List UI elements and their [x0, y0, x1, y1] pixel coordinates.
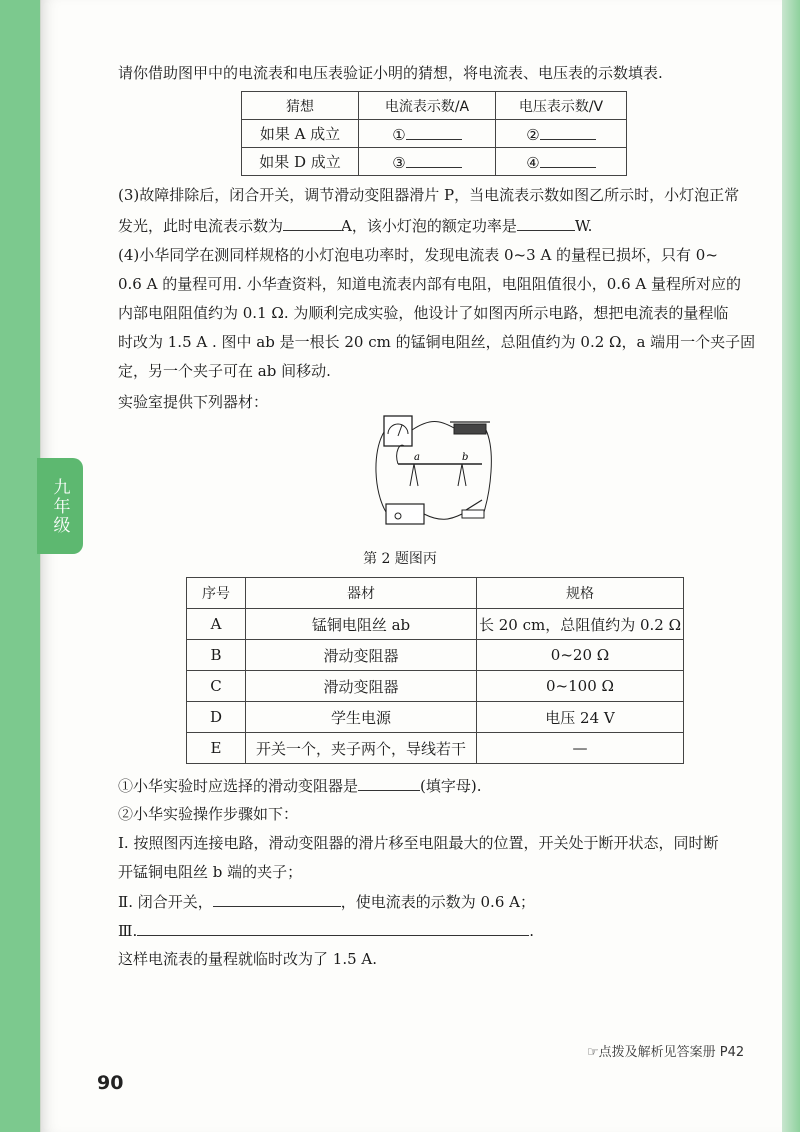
sub1-line	[118, 774, 482, 796]
table-cell: 锰铜电阻丝 ab	[246, 609, 477, 640]
wire	[412, 422, 454, 431]
answer-reference: ☞点拨及解析见答案册 P42	[587, 1045, 745, 1060]
table-cell: 如果 D 成立	[242, 148, 359, 176]
table-cell: B	[187, 640, 246, 671]
rheostat-choice-blank[interactable]	[358, 774, 420, 791]
answer-cell[interactable]	[359, 120, 496, 148]
table-cell: 如果 A 成立	[242, 120, 359, 148]
answer-cell[interactable]	[496, 148, 627, 176]
label-a: a	[414, 452, 420, 463]
power-blank[interactable]	[517, 214, 575, 231]
grade-tab[interactable]: 九年级	[37, 458, 83, 554]
table-header: 电流表示数/A	[359, 92, 496, 120]
table-row	[187, 671, 684, 702]
step2-text: Ⅱ. 闭合开关，	[118, 893, 213, 911]
answer-marker: ①	[392, 126, 406, 144]
sub1-text: (填字母).	[420, 777, 482, 795]
table-cell: 滑动变阻器	[246, 640, 477, 671]
table-cell: —	[477, 733, 684, 764]
q4-line4: 时改为 1.5 A . 图中 ab 是一根长 20 cm 的锰铜电阻丝，总阻值约为 0.2 Ω，a 端用一个夹子固	[118, 333, 756, 351]
table-header: 猜想	[242, 92, 359, 120]
step3-line	[118, 919, 534, 940]
circuit-figure	[370, 412, 500, 532]
step2-line	[118, 890, 535, 912]
intro-text: 请你借助图甲中的电流表和电压表验证小明的猜想，将电流表、电压表的示数填表.	[118, 64, 663, 82]
table-cell: 开关一个，夹子两个，导线若干	[246, 733, 477, 764]
table-cell: 长 20 cm，总阻值约为 0.2 Ω	[477, 609, 684, 640]
power-supply	[386, 504, 424, 524]
table-cell: 电压 24 V	[477, 702, 684, 733]
answer-marker: ②	[526, 126, 540, 144]
step1-line1: Ⅰ. 按照图丙连接电路，滑动变阻器的滑片移至电阻最大的位置，开关处于断开状态，同时断	[118, 834, 719, 852]
page-edge	[782, 0, 800, 1132]
q4-line1: (4)小华同学在测同样规格的小灯泡电功率时，发现电流表 0~3 A 的量程已损坏，只有 0~	[118, 246, 718, 264]
conclusion-text: 这样电流表的量程就临时改为了 1.5 A.	[118, 950, 377, 968]
wire	[397, 445, 404, 464]
q3-text: W.	[574, 217, 593, 235]
table-row	[242, 148, 627, 176]
table-header: 序号	[187, 578, 246, 609]
wire	[424, 514, 462, 519]
clip-b	[458, 464, 466, 486]
table-cell: 学生电源	[246, 702, 477, 733]
table-row	[242, 120, 627, 148]
q4-line3: 内部电阻阻值约为 0.1 Ω. 为顺利完成实验，他设计了如图丙所示电路，想把电流表的量程临	[118, 304, 729, 322]
table-cell: C	[187, 671, 246, 702]
step3-text: Ⅲ.	[118, 922, 138, 940]
rheostat	[454, 424, 486, 434]
step2-blank[interactable]	[213, 890, 341, 907]
q3-text: 发光，此时电流表示数为	[118, 217, 284, 235]
table-cell: 0~20 Ω	[477, 640, 684, 671]
wire	[484, 430, 491, 512]
q4-line5: 定，另一个夹子可在 ab 间移动.	[118, 362, 331, 380]
q4-line2: 0.6 A 的量程可用. 小华查资料，知道电流表内部有电阻，电阻阻值很小，0.6 A 量程所对应的	[118, 275, 741, 293]
q3-line1: (3)故障排除后，闭合开关，调节滑动变阻器滑片 P，当电流表示数如图乙所示时，小灯泡正常	[118, 186, 740, 204]
table-header: 规格	[477, 578, 684, 609]
table-row	[187, 609, 684, 640]
table-cell: A	[187, 609, 246, 640]
answer-cell[interactable]	[496, 120, 627, 148]
answer-marker: ③	[392, 154, 406, 172]
table-header: 器材	[246, 578, 477, 609]
current-blank[interactable]	[283, 214, 341, 231]
sub1-text: ①小华实验时应选择的滑动变阻器是	[118, 777, 359, 795]
figure-caption: 第 2 题图丙	[363, 551, 437, 567]
table-cell: 滑动变阻器	[246, 671, 477, 702]
clip-a	[410, 464, 418, 486]
table-header: 电压表示数/V	[496, 92, 627, 120]
answer-cell[interactable]	[359, 148, 496, 176]
guess-table	[241, 91, 627, 176]
table-cell: 0~100 Ω	[477, 671, 684, 702]
q3-text: A，该小灯泡的额定功率是	[341, 217, 517, 235]
step2-text: ，使电流表的示数为 0.6 A；	[340, 893, 535, 911]
sub2-line: ②小华实验操作步骤如下：	[118, 805, 299, 823]
table-row	[187, 640, 684, 671]
label-b: b	[462, 452, 469, 463]
table-row	[187, 702, 684, 733]
equipment-table	[186, 577, 684, 764]
table-header-row	[187, 578, 684, 609]
step3-blank[interactable]	[137, 919, 529, 936]
equipment-intro: 实验室提供下列器材：	[118, 393, 269, 411]
step1-line2: 开锰铜电阻丝 b 端的夹子；	[118, 863, 303, 881]
answer-marker: ④	[526, 154, 540, 172]
table-header-row	[242, 92, 627, 120]
q3-line2	[118, 214, 592, 236]
table-cell: E	[187, 733, 246, 764]
step3-text: .	[529, 922, 535, 940]
switch-lever	[466, 500, 482, 510]
page-number: 90	[97, 1072, 124, 1094]
table-row	[187, 733, 684, 764]
table-cell: D	[187, 702, 246, 733]
switch	[462, 510, 484, 518]
